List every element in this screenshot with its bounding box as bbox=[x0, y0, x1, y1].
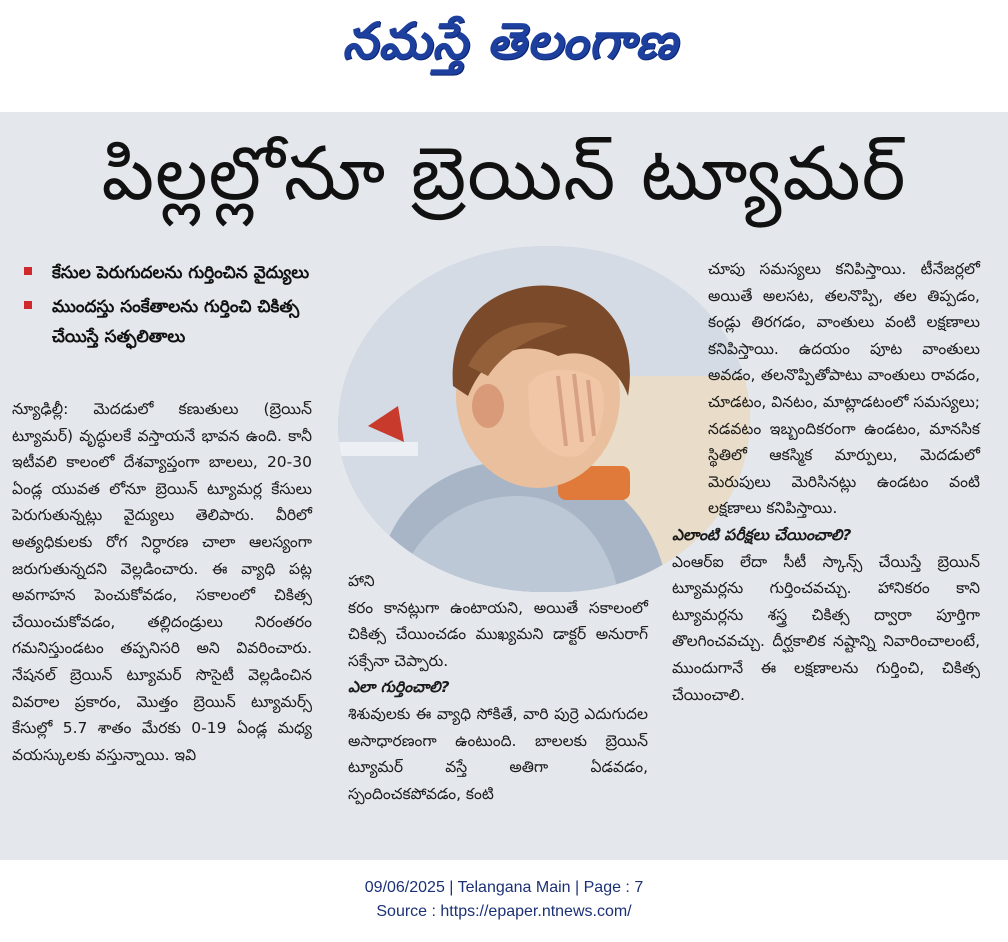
article-headline: పిల్లల్లోనూ బ్రెయిన్ ట్యూమర్ bbox=[101, 131, 907, 217]
bullet-square-icon bbox=[24, 301, 32, 309]
highlight-text: ముందస్తు సంకేతాలను గుర్తించి చికిత్స చేయిస్తే సత్ఫలితాలు bbox=[52, 297, 300, 347]
article-column-left bbox=[12, 396, 312, 768]
highlights-list bbox=[18, 258, 318, 356]
article-paragraph: శిశువులకు ఈ వ్యాధి సోకితే, వారి పుర్రె ఎదుగుదల అసాధారణంగా ఉంటుంది. బాలలకు బ్రెయిన్ ట్యూమర్ వస్తే అతిగా ఏడవడం, స్పందించకపోవడం, కంటి bbox=[348, 704, 648, 803]
source-link[interactable]: Source : https://epaper.ntnews.com/ bbox=[376, 903, 632, 920]
article-paragraph: న్యూఢిల్లీ: మెదడులో కణుతులు (బ్రెయిన్ ట్యూమర్) వృద్ధులకే వస్తాయనే భావన ఉంది. కానీ ఇటీవలి కాలంలో దేశవ్యాప్తంగా బాలలు, 20-30 ఏండ్ల యువత లోనూ బ్రెయిన్ ట్యూమర్ల కేసులు పెరుగుతున్నట్లు వైద్యులు తెలిపారు. వీరిలో అత్యధికులకు రోగ నిర్ధారణ చాలా ఆలస్యంగా జరుగుతున్నదని వెల్లడించారు. ఈ వ్యాధి పట్ల అవగాహన పెంచుకోవడం, సకాలంలో చికిత్స చేయించుకోవడం, తల్లిదండ్రులు నిరంతరం గమనిస్తుండటం తప్పనిసరి అని వివరించారు. నేషనల్ బ్రెయిన్ ట్యూమర్ సొసైటీ వెల్లడించిన వివరాల ప్రకారం, మొత్తం బ్రెయిన్ ట్యూమర్స్ కేసుల్లో 5.7 శాతం మేరకు 0-19 ఏండ్ల మధ్య వయస్కులకు వస్తున్నాయి. ఇవి bbox=[12, 400, 312, 764]
masthead bbox=[0, 0, 1008, 112]
section-subheading: ఎలా గుర్తించాలి? bbox=[348, 678, 450, 697]
highlight-item bbox=[18, 258, 318, 288]
article-paragraph: చూపు సమస్యలు కనిపిస్తాయి. టీనేజర్లలో అయితే అలసట, తలనొప్పి, తల తిప్పడం, కండ్లు తిరగడం, వాంతులు వంటి లక్షణాలు కనిపిస్తాయి. ఉదయం పూట వాంతులు అవడం, తలనొప్పితోపాటు వాంతులు రావడం, చూడటం, వినటం, మాట్లాడటంలో సమస్యలు; నడవటం ఇబ్బందికరంగా ఉండటం, మానసిక స్థితిలో ఆకస్మిక మార్పులు, మెదడులో మెరుపులు మెరిసినట్లు ఉండటం వంటి లక్షణాలు కనిపిస్తాయి. bbox=[708, 260, 981, 518]
article-column-middle bbox=[348, 568, 648, 807]
article-paragraph: ఎంఆర్ఐ లేదా సీటీ స్కాన్స్ చేయిస్తే బ్రెయిన్ ట్యూమర్లను గుర్తించవచ్చు. హానికరం కాని ట్యూమర్లను శస్త్ర చికిత్స ద్వారా పూర్తిగా తొలగించవచ్చు. దీర్ఘకాలిక నష్టాన్ని నివారించాలంటే, ముందుగానే ఈ లక్షణాలను గుర్తించి, చికిత్స చేయించాలి. bbox=[672, 552, 980, 704]
highlight-text: కేసుల పెరుగుదలను గుర్తించిన వైద్యులు bbox=[52, 263, 310, 283]
bullet-square-icon bbox=[24, 267, 32, 275]
edition-info: 09/06/2025 | Telangana Main | Page : 7 bbox=[364, 879, 644, 896]
article-paragraph: కరం కానట్లుగా ఉంటాయని, అయితే సకాలంలో చికిత్స చేయించడం ముఖ్యమని డాక్టర్ అనురాగ్ సక్సేనా చెప్పారు. bbox=[348, 598, 648, 670]
section-subheading: ఎలాంటి పరీక్షలు చేయించాలి? bbox=[672, 525, 852, 544]
article-paragraph: హాని bbox=[348, 572, 375, 590]
newspaper-logo: నమస్తే తెలంగాణ bbox=[342, 12, 678, 70]
article-column-right bbox=[672, 256, 980, 708]
source-footer bbox=[0, 876, 1008, 924]
highlight-item bbox=[18, 292, 318, 352]
